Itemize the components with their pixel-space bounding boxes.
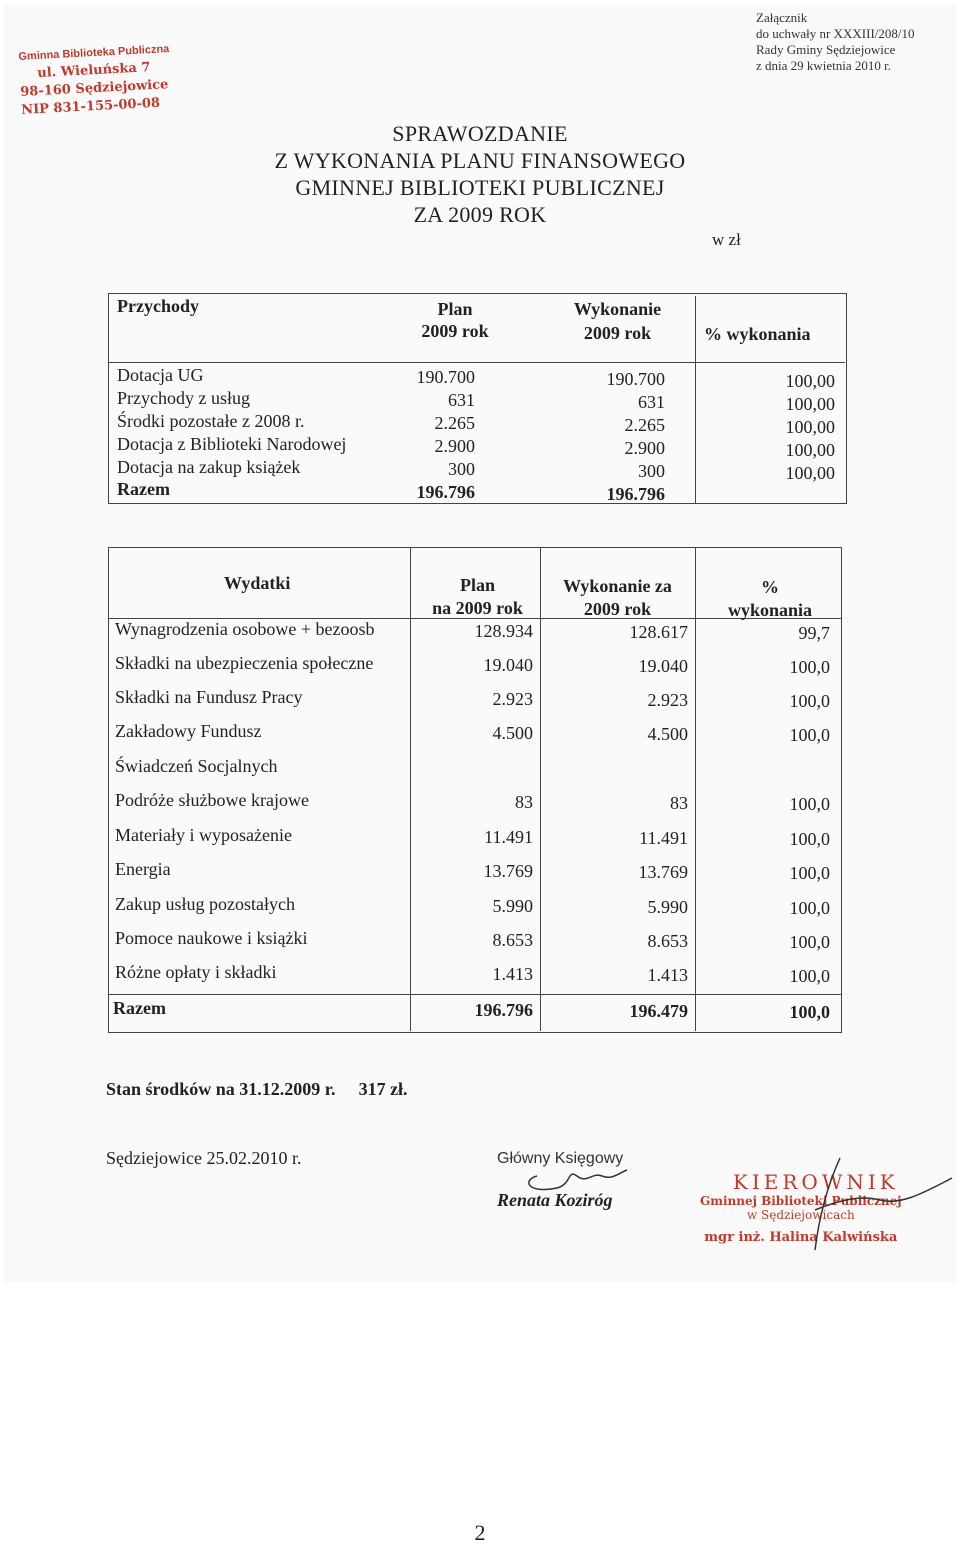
income-row-plan: 631 (448, 390, 475, 410)
expense-row-exec: 83 (670, 793, 688, 813)
director-stamp-institution: Gminnej Biblioteki Publicznej (700, 1194, 902, 1208)
expense-row-name: Składki na Fundusz Pracy (115, 687, 303, 707)
income-row-exec: 2.265 (624, 415, 665, 435)
director-signature (720, 1150, 960, 1260)
expense-row-name: Materiały i wyposażenie (115, 825, 292, 845)
income-header-pct: % wykonania (704, 324, 811, 344)
income-row-plan: 2.900 (434, 436, 475, 456)
balance-value: 317 zł. (358, 1079, 408, 1099)
expense-row-name: Podróże służbowe krajowe (115, 790, 309, 810)
expense-row-plan: 128.934 (474, 621, 533, 641)
library-stamp (18, 40, 173, 120)
income-header-plan: Plan (437, 299, 473, 319)
expense-row-pct: 100,0 (789, 657, 830, 677)
director-stamp-city: w Sędziejowicach (746, 1208, 855, 1222)
expense-row-exec: 11.491 (639, 828, 688, 848)
accountant-signature-block (497, 1150, 623, 1211)
expense-row-pct: 99,7 (798, 623, 830, 643)
income-header-divider (108, 362, 845, 363)
expenses-header-plan-year: na 2009 rok (432, 598, 523, 618)
expenses-column-divider (695, 548, 696, 1031)
expense-row-pct: 100,0 (789, 691, 830, 711)
expense-row-exec: 19.040 (638, 656, 688, 676)
income-row-pct: 100,00 (785, 440, 835, 460)
income-row-pct: 100,00 (785, 394, 835, 414)
stamp-line-name: Gminna Biblioteka Publiczna (18, 43, 170, 63)
expense-row-exec: 1.413 (647, 965, 688, 985)
page-number: 2 (474, 1520, 486, 1545)
income-row-plan: 300 (448, 459, 475, 479)
expense-row-name: Składki na ubezpieczenia społeczne (115, 653, 374, 673)
expense-row-exec: 2.923 (647, 690, 688, 710)
document-title (0, 120, 960, 228)
expenses-header-exec: Wykonanie za (563, 576, 672, 596)
expense-row-plan: 5.990 (492, 896, 533, 916)
income-row-name: Środki pozostałe z 2008 r. (117, 411, 305, 431)
expenses-header-exec-year: 2009 rok (583, 599, 652, 619)
income-total-exec: 196.796 (606, 484, 665, 504)
title-line: Z WYKONANIA PLANU FINANSOWEGO (274, 148, 686, 173)
expenses-total-pct: 100,0 (789, 1002, 830, 1022)
income-row-pct: 100,00 (785, 463, 835, 483)
income-row-exec: 190.700 (606, 369, 665, 389)
income-total-plan: 196.796 (416, 482, 475, 502)
expense-row-name: Zakup usług pozostałych (115, 894, 295, 914)
expenses-header-plan: Plan (459, 575, 495, 595)
attachment-note (756, 10, 915, 74)
expense-row-plan: 4.500 (492, 723, 533, 743)
expenses-total-label: Razem (113, 998, 166, 1018)
balance-label: Stan środków na 31.12.2009 r. (106, 1079, 336, 1099)
attachment-line: Załącznik (756, 10, 808, 25)
expense-row-exec: 128.617 (629, 622, 688, 642)
stamp-line-address: ul. Wieluńska 7 (36, 60, 151, 82)
expense-row-name: Świadczeń Socjalnych (115, 756, 278, 776)
expense-row-name: Różne opłaty i składki (115, 962, 277, 982)
expenses-total-plan: 196.796 (474, 1000, 533, 1020)
income-row-name: Przychody z usług (117, 388, 250, 408)
expense-row-plan: 1.413 (492, 964, 533, 984)
expense-row-exec: 4.500 (647, 724, 688, 744)
income-row-name: Dotacja UG (117, 365, 204, 385)
stamp-line-city: 98-160 Sędziejowice (19, 77, 169, 100)
expense-row-name: Energia (115, 859, 171, 879)
expenses-header-pct-label: wykonania (727, 600, 813, 620)
income-row-name: Dotacja na zakup książek (117, 457, 301, 477)
income-header-exec: Wykonanie (573, 299, 662, 319)
expense-row-pct: 100,0 (789, 725, 830, 745)
attachment-line: do uchwały nr XXXIII/208/10 (756, 26, 915, 41)
expense-row-exec: 5.990 (647, 897, 688, 917)
expense-row-name: Wynagrodzenia osobowe + bezoosb (115, 619, 375, 639)
expense-row-pct: 100,0 (789, 863, 830, 883)
place-date: Sędziejowice 25.02.2010 r. (106, 1148, 302, 1168)
expense-row-name: Zakładowy Fundusz (115, 721, 262, 741)
income-total-label: Razem (117, 479, 170, 499)
attachment-line: Rady Gminy Sędziejowice (756, 42, 896, 57)
balance-line (106, 1079, 408, 1100)
income-row-pct: 100,00 (785, 371, 835, 391)
income-row-exec: 300 (638, 461, 665, 481)
director-stamp-name: mgr inż. Halina Kalwińska (704, 1230, 898, 1245)
expense-row-plan: 8.653 (492, 930, 533, 950)
income-header-plan-year: 2009 rok (421, 321, 489, 341)
income-column-divider (695, 296, 696, 503)
income-header-name: Przychody (117, 296, 199, 316)
expense-row-pct: 100,0 (789, 829, 830, 849)
currency-unit: w zł (712, 230, 741, 249)
income-row-exec: 2.900 (624, 438, 665, 458)
accountant-title: Główny Księgowy (497, 1150, 624, 1167)
handwritten-signature (517, 1164, 637, 1194)
expenses-header-pct: % (761, 577, 779, 597)
expenses-column-divider (540, 548, 541, 1031)
income-row-plan: 190.700 (416, 367, 475, 387)
expense-row-exec: 8.653 (647, 931, 688, 951)
stamp-line-nip: NIP 831-155-00-08 (20, 95, 161, 118)
expense-row-plan: 19.040 (483, 655, 533, 675)
title-line: GMINNEJ BIBLIOTEKI PUBLICZNEJ (295, 175, 665, 200)
expense-row-pct: 100,0 (789, 932, 830, 952)
expense-row-pct: 100,0 (789, 794, 830, 814)
expenses-total-divider (108, 994, 842, 995)
accountant-name: Renata Koziróg (497, 1190, 613, 1210)
expense-row-name: Pomoce naukowe i książki (115, 928, 308, 948)
income-row-plan: 2.265 (434, 413, 475, 433)
expense-row-plan: 2.923 (492, 689, 533, 709)
title-line: ZA 2009 ROK (413, 202, 547, 227)
income-row-exec: 631 (638, 392, 665, 412)
expense-row-plan: 11.491 (484, 827, 533, 847)
attachment-line: z dnia 29 kwietnia 2010 r. (756, 58, 892, 73)
title-line: SPRAWOZDANIE (392, 121, 568, 146)
expense-row-exec: 13.769 (638, 862, 688, 882)
expense-row-pct: 100,0 (789, 898, 830, 918)
expenses-column-divider (410, 548, 411, 1031)
expenses-header-name: Wydatki (224, 573, 291, 593)
expense-row-pct: 100,0 (789, 966, 830, 986)
expenses-total-exec: 196.479 (629, 1001, 688, 1021)
expense-row-plan: 83 (515, 792, 533, 812)
expense-row-plan: 13.769 (483, 861, 533, 881)
income-row-pct: 100,00 (785, 417, 835, 437)
income-row-name: Dotacja z Biblioteki Narodowej (117, 434, 347, 454)
director-stamp-title: KIEROWNIK (732, 1170, 899, 1194)
income-header-exec-year: 2009 rok (583, 323, 652, 343)
